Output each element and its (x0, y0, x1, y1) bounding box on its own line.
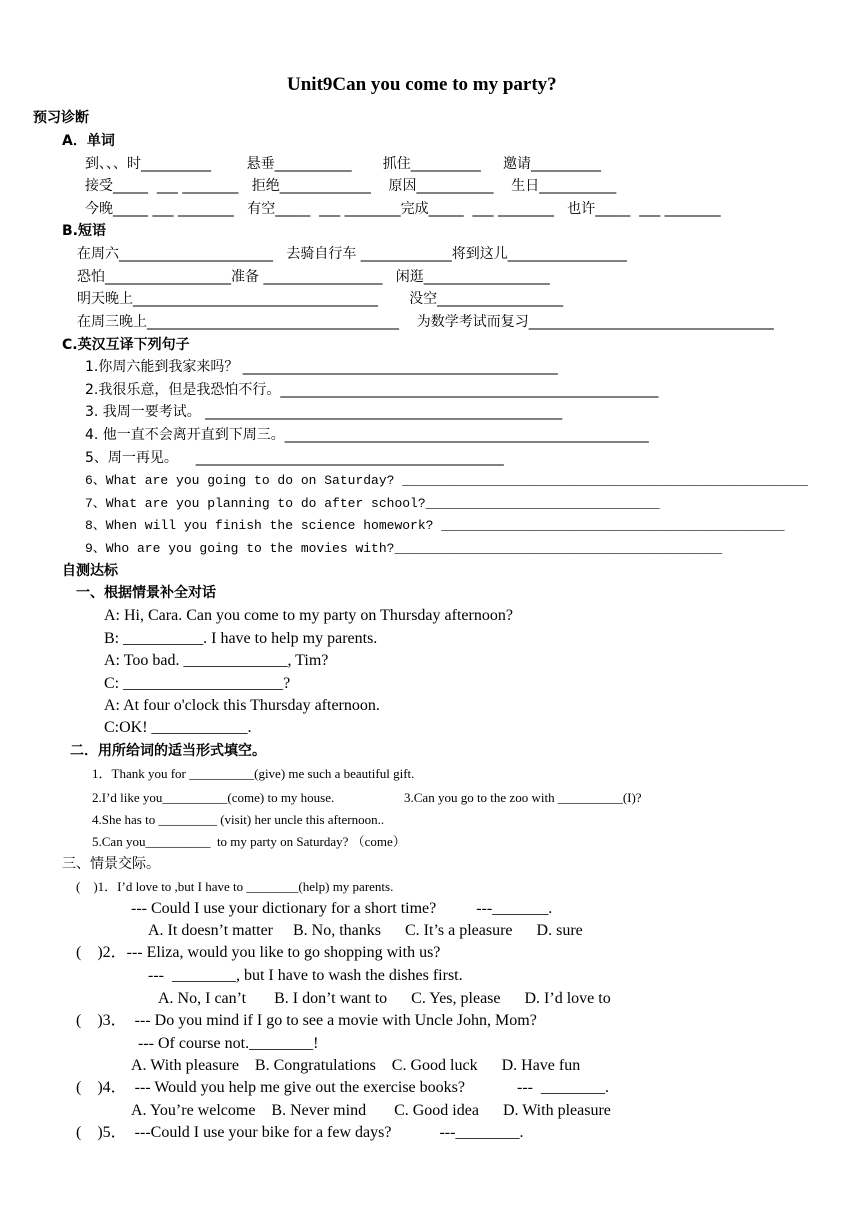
translation-item-9: 9、Who are you going to the movies with?__________________________________________ (85, 541, 723, 556)
fill-blank-item-4: 4.She has to _________ (visit) her uncle this afternoon.. (92, 812, 385, 827)
choice-item-2-options: A. No, I can’t B. I don’t want to C. Yes, please D. I’d love to (158, 990, 611, 1007)
choice-item-5: ( )5． ---Could I use your bike for a few days? ---________. (76, 1124, 524, 1141)
dialogue-line-6: C:OK! ____________. (104, 719, 252, 736)
vocab-row-2: 接受_____ ___ ________ 拒绝_____________ 原因___________ 生日___________ (85, 178, 617, 194)
phrase-row-4: 在周三晚上____________________________________ 为数学考试而复习___________________________________ (77, 314, 774, 330)
choice-item-3-options: A. With pleasure B. Congratulations C. Good luck D. Have fun (131, 1057, 581, 1074)
dialogue-line-2: B: __________. I have to help my parents. (104, 630, 378, 647)
translation-item-2: 2.我很乐意，但是我恐怕不行。______________________________________________________ (85, 382, 659, 398)
fill-blank-item-3: 3.Can you go to the zoo with __________(I)? (404, 790, 642, 805)
self-test-heading: 自测达标 (62, 563, 118, 579)
choice-item-1-options: A. It doesn’t matter B. No, thanks C. It’s a pleasure D. sure (148, 922, 583, 939)
fill-blank-item-2: 2.I’d like you__________(come) to my house. (92, 790, 335, 805)
worksheet-title: Unit9Can you come to my party? (287, 74, 557, 95)
translation-item-6: 6、What are you going to do on Saturday? ____________________________________________________ (85, 473, 808, 488)
phrase-row-3: 明天晚上___________________________________ 没空__________________ (77, 291, 564, 307)
translation-item-7: 7、What are you planning to do after school?______________________________ (85, 496, 660, 511)
dialogue-section-heading: 一、根据情景补全对话 (76, 585, 216, 601)
translation-item-8: 8、When will you finish the science homework? ____________________________________________ (85, 518, 785, 533)
dialogue-line-4: C: ____________________? (104, 675, 291, 692)
section-c-heading: C.英汉互译下列句子 (62, 337, 190, 353)
fill-blank-item-5: 5.Can you__________ to my party on Saturday? （come） (92, 834, 406, 849)
fill-blank-heading: 二．用所给词的适当形式填空。 (70, 743, 266, 759)
choice-item-3-dialogue: --- Of course not.________! (138, 1035, 319, 1052)
translation-item-5: 5、周一再见。 ____________________________________________ (85, 450, 504, 466)
section-a-heading: A．单词 (62, 133, 115, 149)
fill-blank-item-1: 1．Thank you for __________(give) me such a beautiful gift. (92, 766, 415, 781)
choice-item-2-dialogue: --- ________, but I have to wash the dishes first. (148, 967, 463, 984)
translation-item-3: 3. 我周一要考试。 ___________________________________________________ (85, 404, 563, 420)
phrase-row-2: 恐怕__________________准备 _________________ 闲逛__________________ (77, 269, 550, 285)
phrase-row-1: 在周六______________________ 去骑自行车 _____________将到这儿_________________ (77, 246, 627, 262)
section-b-heading: B.短语 (62, 223, 106, 239)
vocab-row-1: 到、、、时__________ 悬垂___________ 抓住__________ 邀请__________ (85, 156, 602, 172)
choice-item-1-dialogue: --- Could I use your dictionary for a short time? ---_______. (131, 900, 553, 917)
choice-item-4: ( )4． --- Would you help me give out the exercise books? --- ________. (76, 1079, 609, 1096)
translation-item-1: 1.你周六能到我家来吗？ _____________________________________________ (85, 359, 558, 375)
dialogue-line-1: A: Hi, Cara. Can you come to my party on Thursday afternoon? (104, 607, 513, 624)
choice-item-1: ( )1．I’d love to ,but I have to ________(help) my parents. (76, 879, 394, 894)
preview-section-heading: 预习诊断 (33, 110, 89, 126)
translation-item-4: 4. 他一直不会离开直到下周三。____________________________________________________ (85, 427, 649, 443)
situational-heading: 三、情景交际。 (62, 856, 160, 872)
choice-item-4-options: A. You’re welcome B. Never mind C. Good idea D. With pleasure (131, 1102, 611, 1119)
vocab-row-3: 今晚_____ ___ ________ 有空_____ ___ ________完成_____ ___ ________ 也许_____ ___ ________ (85, 201, 721, 217)
dialogue-line-3: A: Too bad. _____________, Tim? (104, 652, 329, 669)
choice-item-3: ( )3． --- Do you mind if I go to see a movie with Uncle John, Mom? (76, 1012, 537, 1029)
choice-item-2: ( )2．--- Eliza, would you like to go shopping with us? (76, 944, 441, 961)
dialogue-line-5: A: At four o'clock this Thursday afternoon. (104, 697, 380, 714)
